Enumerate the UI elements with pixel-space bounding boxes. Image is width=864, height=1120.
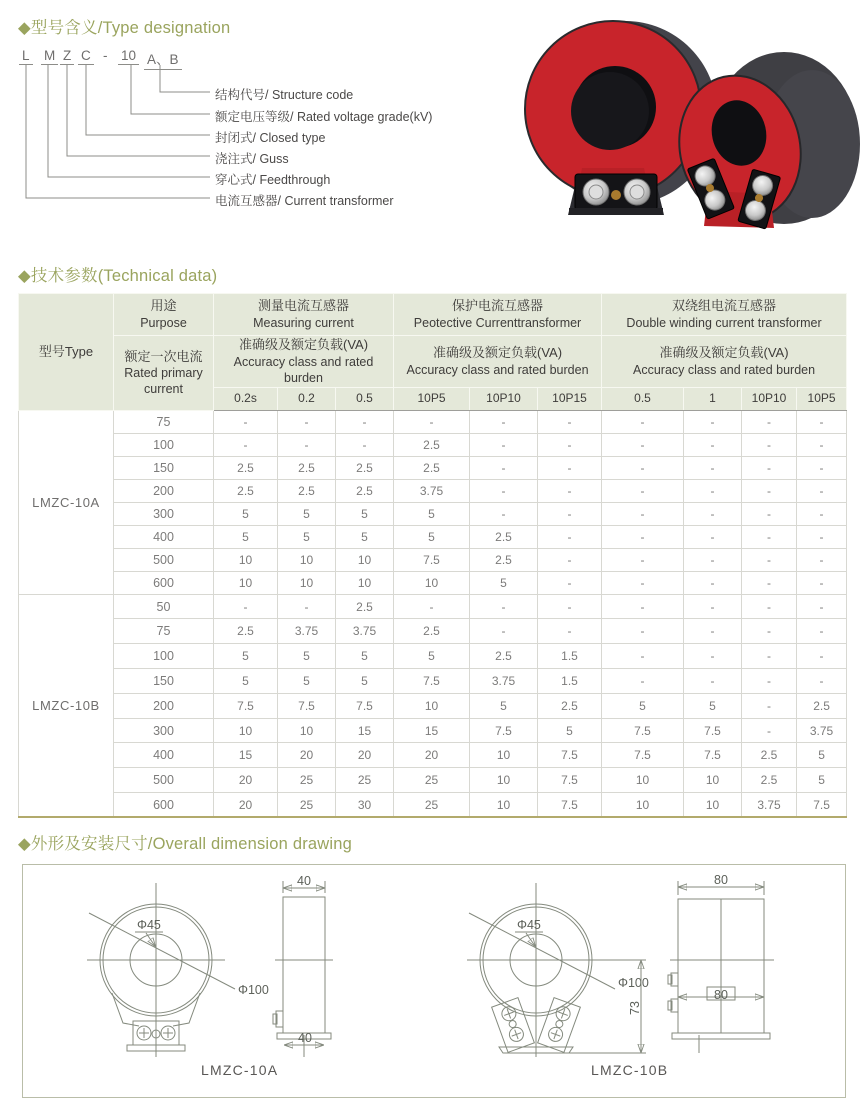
value-cell: -: [602, 619, 684, 644]
value-cell: -: [797, 644, 847, 669]
table-row: [19, 768, 847, 793]
table-row: [19, 548, 847, 571]
value-cell: 7.5: [336, 693, 394, 718]
value-cell: -: [742, 410, 797, 433]
value-cell: -: [742, 525, 797, 548]
value-cell: -: [602, 456, 684, 479]
table-row: [19, 410, 847, 433]
header-row-groups: [19, 294, 847, 336]
rated-current-cell: 150: [114, 669, 214, 694]
value-cell: -: [684, 410, 742, 433]
accuracy-header-2: [602, 336, 847, 388]
dim-top-width-b: 80: [714, 875, 728, 887]
value-cell: -: [602, 433, 684, 456]
value-cell: -: [394, 410, 470, 433]
value-cell: -: [336, 410, 394, 433]
value-cell: -: [470, 594, 538, 619]
code-number-10: 10: [118, 48, 139, 65]
value-cell: 10: [470, 743, 538, 768]
header-en: Rated primary current: [124, 366, 203, 397]
header-en: Accuracy class and rated burden: [406, 362, 589, 377]
value-cell: 2.5: [470, 644, 538, 669]
class-col-0-2: 0.5: [336, 387, 394, 410]
value-cell: -: [538, 619, 602, 644]
code-letter-L: L: [19, 48, 33, 65]
rated-current-cell: 600: [114, 793, 214, 818]
model-cell: LMZC-10A: [19, 410, 114, 594]
value-cell: 5: [797, 743, 847, 768]
value-cell: -: [470, 410, 538, 433]
value-cell: -: [742, 479, 797, 502]
value-cell: 20: [278, 743, 336, 768]
code-letter-M: M: [41, 48, 58, 65]
class-col-2-2: 10P10: [742, 387, 797, 410]
dim-inner-diameter-a: Φ45: [137, 918, 161, 932]
value-cell: -: [470, 433, 538, 456]
value-cell: -: [742, 718, 797, 743]
value-cell: -: [538, 456, 602, 479]
value-cell: 5: [278, 644, 336, 669]
header-en: Accuracy class and rated burden: [233, 354, 374, 385]
table-row: [19, 525, 847, 548]
value-cell: 2.5: [214, 479, 278, 502]
value-cell: -: [470, 456, 538, 479]
value-cell: 10: [278, 718, 336, 743]
label-structure-code: 结构代号/ Structure code: [215, 88, 354, 102]
rated-current-cell: 50: [114, 594, 214, 619]
value-cell: -: [684, 525, 742, 548]
class-col-0-1: 0.2: [278, 387, 336, 410]
value-cell: -: [336, 433, 394, 456]
class-col-1-0: 10P5: [394, 387, 470, 410]
value-cell: 3.75: [278, 619, 336, 644]
header-en: Measuring current: [253, 315, 354, 330]
value-cell: 10: [336, 548, 394, 571]
value-cell: 7.5: [684, 718, 742, 743]
value-cell: -: [470, 619, 538, 644]
value-cell: 5: [278, 669, 336, 694]
table-row: [19, 669, 847, 694]
class-col-1-1: 10P10: [470, 387, 538, 410]
value-cell: -: [742, 644, 797, 669]
value-cell: -: [538, 594, 602, 619]
value-cell: 3.75: [742, 793, 797, 818]
value-cell: -: [797, 433, 847, 456]
value-cell: 10: [602, 768, 684, 793]
code-letter-C: C: [78, 48, 94, 65]
class-col-2-0: 0.5: [602, 387, 684, 410]
value-cell: -: [742, 433, 797, 456]
class-col-0-0: 0.2s: [214, 387, 278, 410]
table-row: [19, 571, 847, 594]
value-cell: 2.5: [394, 619, 470, 644]
label-voltage-grade: 额定电压等级/ Rated voltage grade(kV): [215, 110, 433, 124]
label-cast-type: 浇注式/ Guss: [215, 152, 289, 166]
code-letters-AB: A、B: [144, 48, 182, 70]
value-cell: 5: [394, 502, 470, 525]
col-header-rated-current: [114, 336, 214, 411]
value-cell: 10: [394, 571, 470, 594]
value-cell: 10: [214, 718, 278, 743]
value-cell: 7.5: [538, 743, 602, 768]
value-cell: -: [742, 456, 797, 479]
value-cell: -: [797, 525, 847, 548]
value-cell: -: [797, 502, 847, 525]
value-cell: -: [538, 525, 602, 548]
value-cell: 7.5: [470, 718, 538, 743]
rated-current-cell: 200: [114, 693, 214, 718]
col-header-type: 型号Type: [19, 294, 114, 411]
spec-table-head: [19, 294, 847, 411]
table-row: [19, 693, 847, 718]
table-row: [19, 644, 847, 669]
header-zh: 保护电流互感器: [452, 298, 544, 314]
value-cell: -: [797, 571, 847, 594]
value-cell: -: [214, 410, 278, 433]
value-cell: 2.5: [470, 525, 538, 548]
table-row: [19, 793, 847, 818]
value-cell: -: [684, 433, 742, 456]
value-cell: 10: [470, 793, 538, 818]
value-cell: 5: [797, 768, 847, 793]
value-cell: 7.5: [394, 548, 470, 571]
value-cell: 1.5: [538, 669, 602, 694]
dim-top-width-a: 40: [297, 875, 311, 888]
table-row: [19, 456, 847, 479]
value-cell: 10: [214, 548, 278, 571]
value-cell: 5: [394, 644, 470, 669]
rated-current-cell: 500: [114, 548, 214, 571]
value-cell: -: [278, 433, 336, 456]
value-cell: 5: [214, 669, 278, 694]
rated-current-cell: 100: [114, 433, 214, 456]
header-en: Purpose: [140, 315, 187, 330]
technical-data-table: [18, 293, 847, 818]
header-en: Double winding current transformer: [626, 315, 822, 330]
value-cell: 5: [214, 502, 278, 525]
value-cell: 5: [684, 693, 742, 718]
model-cell: LMZC-10B: [19, 594, 114, 817]
value-cell: 30: [336, 793, 394, 818]
value-cell: 20: [214, 768, 278, 793]
group-header-1: [394, 294, 602, 336]
rated-current-cell: 100: [114, 644, 214, 669]
value-cell: -: [602, 410, 684, 433]
header-zh: 准确级及额定负载(VA): [238, 337, 369, 352]
value-cell: -: [684, 594, 742, 619]
value-cell: -: [602, 479, 684, 502]
value-cell: 2.5: [742, 768, 797, 793]
value-cell: 5: [538, 718, 602, 743]
value-cell: -: [602, 525, 684, 548]
value-cell: 15: [336, 718, 394, 743]
value-cell: -: [742, 594, 797, 619]
value-cell: 7.5: [684, 743, 742, 768]
value-cell: 20: [214, 793, 278, 818]
value-cell: -: [602, 644, 684, 669]
value-cell: 2.5: [394, 456, 470, 479]
header-zh: 测量电流互感器: [258, 298, 350, 314]
rated-current-cell: 150: [114, 456, 214, 479]
header-row-accuracy: [19, 336, 847, 388]
label-closed-type: 封闭式/ Closed type: [215, 131, 326, 145]
value-cell: 3.75: [470, 669, 538, 694]
value-cell: -: [538, 548, 602, 571]
value-cell: 2.5: [470, 548, 538, 571]
table-row: [19, 479, 847, 502]
value-cell: -: [602, 571, 684, 594]
value-cell: 5: [336, 525, 394, 548]
value-cell: 2.5: [214, 456, 278, 479]
header-zh: 准确级及额定负载(VA): [659, 345, 789, 360]
value-cell: -: [742, 693, 797, 718]
value-cell: 5: [214, 525, 278, 548]
value-cell: -: [684, 502, 742, 525]
value-cell: -: [470, 479, 538, 502]
value-cell: -: [742, 548, 797, 571]
class-col-2-3: 10P5: [797, 387, 847, 410]
value-cell: -: [797, 669, 847, 694]
rated-current-cell: 200: [114, 479, 214, 502]
code-dash: -: [103, 48, 108, 63]
dim-outer-diameter-a: Φ100: [238, 983, 269, 997]
value-cell: -: [470, 502, 538, 525]
value-cell: -: [278, 410, 336, 433]
value-cell: -: [797, 619, 847, 644]
value-cell: -: [602, 548, 684, 571]
product-photo: [512, 16, 860, 240]
value-cell: -: [538, 502, 602, 525]
value-cell: 20: [336, 743, 394, 768]
dimension-title: ◆外形及安装尺寸/Overall dimension drawing: [18, 835, 352, 853]
value-cell: 5: [602, 693, 684, 718]
value-cell: 5: [336, 502, 394, 525]
value-cell: 2.5: [278, 456, 336, 479]
table-row: [19, 619, 847, 644]
value-cell: 2.5: [336, 479, 394, 502]
header-zh: 双绕组电流互感器: [672, 298, 777, 314]
label-feedthrough: 穿心式/ Feedthrough: [215, 173, 331, 187]
value-cell: -: [538, 433, 602, 456]
table-row: [19, 433, 847, 456]
value-cell: -: [684, 571, 742, 594]
col-header-purpose: [114, 294, 214, 336]
value-cell: 10: [602, 793, 684, 818]
value-cell: 5: [278, 502, 336, 525]
value-cell: 25: [278, 768, 336, 793]
value-cell: 3.75: [336, 619, 394, 644]
value-cell: 5: [214, 644, 278, 669]
value-cell: 7.5: [278, 693, 336, 718]
value-cell: 2.5: [336, 456, 394, 479]
dim-side-height-b: 73: [628, 1001, 642, 1015]
value-cell: -: [797, 479, 847, 502]
value-cell: -: [742, 571, 797, 594]
value-cell: -: [538, 479, 602, 502]
value-cell: 7.5: [602, 743, 684, 768]
header-en: Accuracy class and rated burden: [633, 362, 816, 377]
value-cell: -: [394, 594, 470, 619]
rated-current-cell: 600: [114, 571, 214, 594]
value-cell: 25: [394, 793, 470, 818]
value-cell: -: [742, 502, 797, 525]
value-cell: -: [602, 594, 684, 619]
class-col-1-2: 10P15: [538, 387, 602, 410]
dim-bottom-width-a: 40: [298, 1031, 312, 1045]
value-cell: 10: [684, 793, 742, 818]
spec-table-body: [19, 410, 847, 817]
value-cell: 5: [394, 525, 470, 548]
rated-current-cell: 400: [114, 743, 214, 768]
dim-mid-width-b: 80: [714, 988, 728, 1002]
value-cell: -: [602, 669, 684, 694]
value-cell: 7.5: [538, 768, 602, 793]
value-cell: 7.5: [602, 718, 684, 743]
value-cell: -: [538, 571, 602, 594]
value-cell: 3.75: [797, 718, 847, 743]
rated-current-cell: 500: [114, 768, 214, 793]
value-cell: -: [684, 619, 742, 644]
value-cell: 2.5: [797, 693, 847, 718]
value-cell: -: [797, 456, 847, 479]
value-cell: -: [278, 594, 336, 619]
value-cell: 7.5: [214, 693, 278, 718]
value-cell: 2.5: [742, 743, 797, 768]
table-row: [19, 502, 847, 525]
value-cell: 5: [470, 693, 538, 718]
rated-current-cell: 300: [114, 502, 214, 525]
dim-inner-diameter-b: Φ45: [517, 918, 541, 932]
header-zh: 准确级及额定负载(VA): [432, 345, 563, 360]
value-cell: 2.5: [214, 619, 278, 644]
value-cell: 10: [214, 571, 278, 594]
group-header-2: [602, 294, 847, 336]
value-cell: 10: [684, 768, 742, 793]
value-cell: 3.75: [394, 479, 470, 502]
value-cell: 15: [394, 718, 470, 743]
value-cell: 7.5: [797, 793, 847, 818]
value-cell: 10: [394, 693, 470, 718]
value-cell: 5: [278, 525, 336, 548]
value-cell: -: [684, 548, 742, 571]
label-current-transformer: 电流互感器/ Current transformer: [215, 194, 394, 208]
dim-outer-diameter-b: Φ100: [618, 976, 649, 990]
drawing-lmzc-10a: [51, 875, 401, 1087]
value-cell: -: [684, 644, 742, 669]
value-cell: 1.5: [538, 644, 602, 669]
type-code-diagram: [18, 42, 518, 222]
group-header-0: [214, 294, 394, 336]
value-cell: 7.5: [394, 669, 470, 694]
accuracy-header-0: [214, 336, 394, 388]
value-cell: -: [684, 479, 742, 502]
value-cell: 20: [394, 743, 470, 768]
header-zh: 用途: [150, 298, 177, 314]
value-cell: 10: [470, 768, 538, 793]
dimension-drawing-box: [22, 864, 846, 1098]
value-cell: 25: [278, 793, 336, 818]
value-cell: 2.5: [336, 594, 394, 619]
value-cell: 10: [278, 571, 336, 594]
table-row: [19, 594, 847, 619]
value-cell: -: [742, 669, 797, 694]
table-row: [19, 743, 847, 768]
drawing-b-caption: LMZC-10B: [591, 1062, 669, 1078]
value-cell: -: [797, 548, 847, 571]
value-cell: -: [214, 594, 278, 619]
value-cell: -: [797, 410, 847, 433]
type-designation-title: ◆型号含义/Type designation: [18, 19, 231, 37]
value-cell: 15: [214, 743, 278, 768]
value-cell: 5: [470, 571, 538, 594]
value-cell: -: [602, 502, 684, 525]
header-en: Peotective Currenttransformer: [413, 315, 582, 330]
rated-current-cell: 400: [114, 525, 214, 548]
rated-current-cell: 300: [114, 718, 214, 743]
drawing-a-caption: LMZC-10A: [201, 1062, 279, 1078]
value-cell: 5: [336, 669, 394, 694]
value-cell: -: [797, 594, 847, 619]
accuracy-header-1: [394, 336, 602, 388]
code-letter-Z: Z: [60, 48, 74, 65]
rated-current-cell: 75: [114, 410, 214, 433]
value-cell: 2.5: [394, 433, 470, 456]
value-cell: -: [538, 410, 602, 433]
value-cell: -: [742, 619, 797, 644]
value-cell: 7.5: [538, 793, 602, 818]
technical-data-title: ◆技术参数(Technical data): [18, 267, 218, 285]
value-cell: -: [214, 433, 278, 456]
value-cell: 25: [336, 768, 394, 793]
value-cell: -: [684, 456, 742, 479]
value-cell: 2.5: [538, 693, 602, 718]
value-cell: -: [684, 669, 742, 694]
drawing-lmzc-10b: [441, 875, 791, 1087]
header-zh: 额定一次电流: [124, 348, 203, 364]
rated-current-cell: 75: [114, 619, 214, 644]
value-cell: 5: [336, 644, 394, 669]
class-col-2-1: 1: [684, 387, 742, 410]
value-cell: 2.5: [278, 479, 336, 502]
table-row: [19, 718, 847, 743]
value-cell: 10: [336, 571, 394, 594]
value-cell: 25: [394, 768, 470, 793]
value-cell: 10: [278, 548, 336, 571]
